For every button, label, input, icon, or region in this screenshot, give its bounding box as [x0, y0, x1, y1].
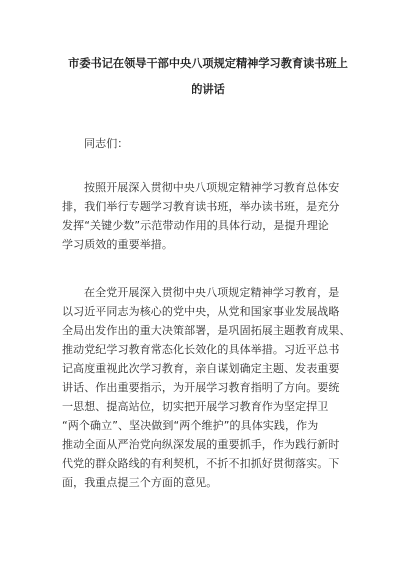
- paragraph-1-line-2: 排，我们举行专题学习教育读书班，举办读书班，是充分: [62, 200, 340, 213]
- paragraph-2-line-4: 推动党纪学习教育常态化长效化的具体举措。习近平总书: [62, 343, 340, 356]
- paragraph-2-line-2: 以习近平同志为核心的党中央，从党和国家事业发展战略: [62, 305, 340, 318]
- salutation: 同志们：: [84, 137, 129, 150]
- paragraph-2-line-1: 在全党开展深入贯彻中央八项规定精神学习教育，是: [84, 286, 340, 299]
- document-title-line-1: 市委书记在领导干部中央八项规定精神学习教育读书班上: [68, 57, 348, 70]
- paragraph-2-line-9: 推动全面从严治党向纵深发展的重要抓手，作为践行新时: [62, 438, 340, 451]
- paragraph-1-line-4: 学习质效的重要举措。: [62, 238, 173, 251]
- paragraph-2-line-3: 全局出发作出的重大决策部署，是巩固拓展主题教育成果、: [62, 324, 351, 337]
- paragraph-2-line-10: 代党的群众路线的有利契机，不折不扣抓好贯彻落实。下: [62, 457, 340, 470]
- document-title-line-2: 的讲话: [191, 83, 225, 96]
- paragraph-2-line-11: 面，我重点提三个方面的意见。: [62, 476, 218, 489]
- paragraph-2-line-7: 一思想、提高站位，切实把开展学习教育作为坚定捍卫: [62, 400, 329, 413]
- paragraph-1-line-3: 发挥“关键少数”示范带动作用的具体行动，是提升理论: [62, 219, 329, 232]
- paragraph-2-line-5: 记高度重视此次学习教育，亲自谋划确定主题、发表重要: [62, 362, 340, 375]
- paragraph-2-line-6: 讲话、作出重要指示，为开展学习教育指明了方向。要统: [62, 381, 340, 394]
- paragraph-2-line-8: “两个确立”、坚决做到“两个维护”的具体实践，作为: [62, 419, 319, 432]
- paragraph-1-line-1: 按照开展深入贯彻中央八项规定精神学习教育总体安: [84, 181, 340, 194]
